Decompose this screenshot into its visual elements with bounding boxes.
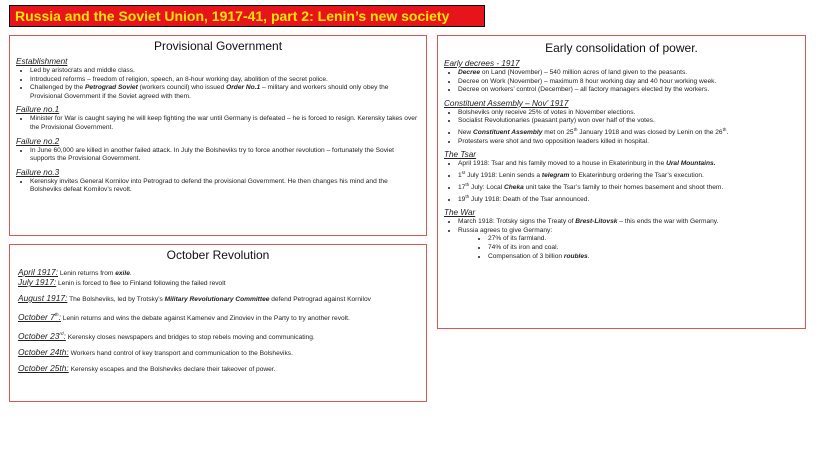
ordinal-suffix: th — [465, 181, 470, 187]
ordinal-suffix: th — [465, 193, 470, 199]
provisional-bullet-list — [16, 67, 420, 101]
bullet-item: • Socialist Revolutionaries (peasant party) won over half of the votes. — [458, 117, 799, 126]
provisional-section — [10, 168, 426, 195]
bullet-item: • Russia agrees to give Germany: — [458, 227, 799, 236]
bullet-item: • 19th July 1918: Death of the Tsar announced. — [458, 193, 799, 205]
bullet-item: • Protesters were shot and two opposition leaders killed in hospital. — [458, 138, 799, 147]
early-bullet-list — [444, 69, 799, 95]
key-term: roubles — [563, 252, 588, 260]
bullet-item: • Led by aristocrats and middle class. — [30, 67, 420, 76]
early-section-heading: Early decrees - 1917 — [444, 59, 520, 68]
provisional-section — [10, 57, 426, 101]
bullet-item: • Decree on Work (November) – maximum 8 hour working day and 40 hour working week. — [458, 78, 799, 87]
event-date: October 25th: — [18, 362, 69, 373]
early-bullet-list — [444, 109, 799, 147]
early-consolidation-box — [437, 35, 806, 329]
early-section — [438, 208, 805, 261]
bullet-item: • 17th July: Local Cheka unit take the Tsar’s family to their homes basement and shoot them. — [458, 181, 799, 193]
early-section-heading: The War — [444, 208, 476, 218]
bullet-item: • 1st July 1918: Lenin sends a telegram to Ekaterinburg ordering the Tsar’s execution. — [458, 169, 799, 181]
bullet-item: • April 1918: Tsar and his family moved to a house in Ekaterinburg in the Ural Mountains. — [458, 160, 799, 169]
bullet-item: • Minister for War is caught saying he will keep fighting the war until Germany is defeated – he is forced to resign. Kerensky takes over the Provisional Government. — [30, 115, 420, 132]
bullet-item: • Bolsheviks only receive 25% of votes in November elections. — [458, 109, 799, 118]
october-event: October 25th: Kerensky escapes and the Bolsheviks declare their takeover of power. — [18, 362, 276, 373]
early-section — [438, 99, 805, 147]
bullet-item: • Challenged by the Petrograd Soviet (workers council) who issued Order No.1 – military and workers should only obey the Provisional Government if the Soviet agreed with them. — [30, 84, 420, 101]
event-date: October 23rd: — [18, 330, 66, 341]
key-term: exile — [115, 270, 130, 277]
key-term: Petrograd Soviet — [85, 84, 138, 92]
page-title: Russia and the Soviet Union, 1917-41, part 2: Lenin’s new society — [15, 8, 450, 24]
october-event: October 7th: Lenin returns and wins the debate against Kamenev and Zinoviev in the Party to try another revolt. — [18, 311, 350, 322]
provisional-section-heading: Failure no.1 — [16, 105, 60, 115]
october-event: October 24th: Workers hand control of key transport and communication to the Bolsheviks. — [18, 346, 293, 357]
october-event: October 23rd: Kerensky closes newspapers and bridges to stop rebels moving and communicating. — [18, 330, 315, 341]
early-bullet-list — [444, 218, 799, 261]
event-date: August 1917: — [18, 293, 68, 303]
early-section-heading: The Tsar — [444, 150, 477, 160]
bullet-item: • 27% of its farmland. — [488, 235, 799, 244]
bullet-item: • Introduced reforms – freedom of religion, speech, an 8-hour working day, abolition of the secret police. — [30, 76, 420, 85]
provisional-government-box — [9, 35, 427, 236]
bullet-item: • March 1918: Trotsky signs the Treaty of Brest-Litovsk – this ends the war with Germany. — [458, 218, 799, 227]
provisional-government-heading: Provisional Government — [153, 39, 283, 53]
event-date: October 24th: — [18, 346, 69, 357]
key-term: telegram — [541, 172, 570, 180]
provisional-section-heading: Failure no.2 — [16, 136, 60, 146]
key-term: Ural Mountains. — [666, 160, 716, 168]
event-date: July 1917: — [18, 277, 57, 287]
key-term: Brest-Litovsk — [575, 218, 618, 226]
bullet-item: • Decree on workers’ control (December) – all factory managers elected by the workers. — [458, 86, 799, 95]
bullet-item: • Kerensky invites General Kornilov into Petrograd to defend the provisional Government. He then changes his mind and the Bolsheviks defeat Kornilov’s revolt. — [30, 178, 420, 195]
key-term: Military Revolutionary Committee — [164, 296, 270, 303]
key-term: Constituent Assembly — [473, 129, 543, 137]
provisional-section — [10, 137, 426, 164]
provisional-bullet-list — [16, 178, 420, 195]
title-banner — [9, 5, 485, 27]
october-events — [10, 268, 426, 374]
key-term: Decree — [458, 69, 480, 76]
early-bullet-list — [444, 160, 799, 204]
october-revolution-box — [9, 244, 427, 402]
ordinal-suffix: th — [573, 126, 578, 132]
ordinal-suffix: th — [722, 126, 727, 132]
provisional-bullet-list — [16, 147, 420, 164]
provisional-section-heading: Failure no.3 — [16, 167, 60, 177]
provisional-sections — [10, 57, 426, 195]
key-term: Order No.1 — [226, 84, 261, 92]
early-sections — [438, 59, 805, 261]
bullet-item: • In June 60,000 are killed in another failed attack. In July the Bolsheviks try to force another revolution – fortunately the Soviet supports the Provisional Government. — [30, 147, 420, 164]
october-revolution-heading: October Revolution — [166, 248, 270, 262]
early-consolidation-heading: Early consolidation of power. — [545, 41, 698, 55]
bullet-item: • Decree on Land (November) – 540 million acres of land given to the peasants. — [458, 69, 799, 78]
event-date: April 1917: — [18, 267, 59, 277]
bullet-item: • 74% of its iron and coal. — [488, 244, 799, 253]
provisional-bullet-list — [16, 115, 420, 132]
bullet-item: • New Constituent Assembly met on 25th January 1918 and was closed by Lenin on the 26th. — [458, 126, 799, 138]
ordinal-suffix: st — [461, 169, 466, 175]
event-date: October 7th: — [18, 311, 61, 322]
early-section-heading: Constituent Assembly – Nov’ 1917 — [444, 98, 569, 108]
early-section — [438, 59, 805, 95]
early-section — [438, 150, 805, 204]
bullet-item: • Compensation of 3 billion roubles. — [488, 253, 799, 262]
october-event: August 1917: The Bolsheviks, led by Trotsky’s Military Revolutionary Committee defend Petrograd against Kornilov — [18, 293, 371, 303]
provisional-section — [10, 105, 426, 132]
key-term: Cheka — [504, 183, 524, 191]
october-event: April 1917: Lenin returns from exile. — [18, 267, 132, 277]
provisional-section-heading: Establishment — [16, 57, 68, 66]
october-event: July 1917: Lenin is forced to flee to Finland following the failed revolt — [18, 277, 226, 287]
